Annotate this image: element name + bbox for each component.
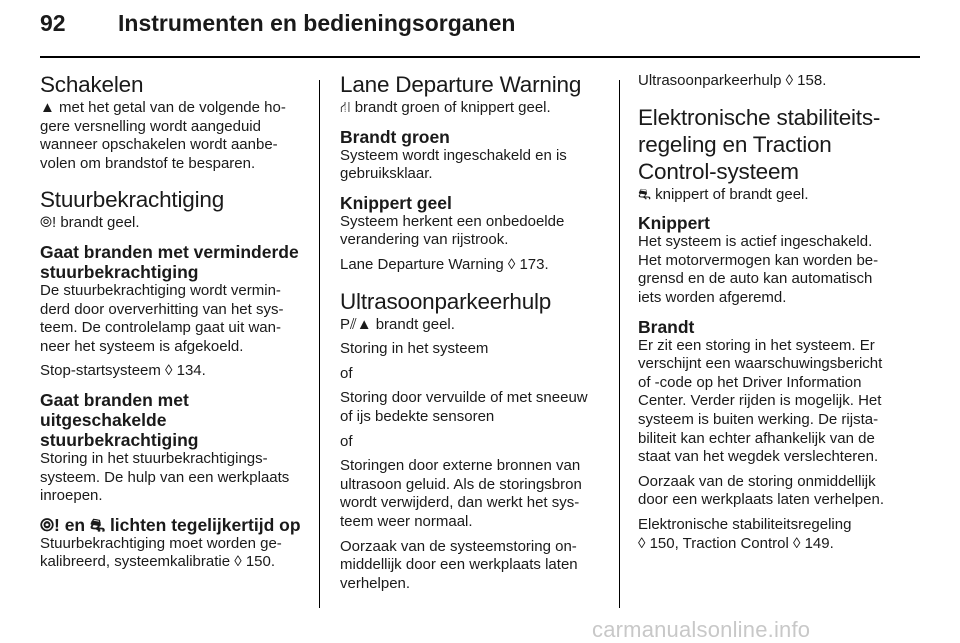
subheading-line: Gaat branden met: [40, 389, 189, 410]
subheading-line: stuurbekrachtiging: [40, 261, 199, 282]
text-line: ⦾! brandt geel.: [40, 214, 140, 232]
page-number: 92: [40, 10, 66, 36]
page-header: [40, 10, 920, 50]
text-line: gere versnelling wordt aangeduid: [40, 117, 261, 135]
text-line: ⛙ brandt groen of knippert geel.: [340, 99, 551, 116]
text-line: inroepen.: [40, 487, 103, 505]
text-line: middellijk door een werkplaats laten: [340, 556, 578, 574]
text-line: Stuurbekrachtiging moet worden ge-: [40, 534, 282, 552]
column-divider: [619, 80, 620, 608]
text-line: Oorzaak van de storing onmiddellijk: [638, 472, 876, 490]
text-line: Het motorvermogen kan worden be-: [638, 251, 879, 269]
cross-reference: Lane Departure Warning ◊ 173.: [340, 255, 549, 273]
subheading-line: stuurbekrachtiging: [40, 429, 199, 450]
column-left: [40, 72, 302, 572]
text-line: gebruiksklaar.: [340, 165, 433, 183]
text-line: teem. De controlelamp gaat uit wan-: [40, 319, 281, 337]
cross-reference: Ultrasoonparkeerhulp ◊ 158.: [638, 72, 827, 89]
section-heading-schakelen: Schakelen: [40, 72, 144, 97]
text-line: staat van het wegdek verslechteren.: [638, 448, 879, 466]
section-heading-stuurbekrachtiging: Stuurbekrachtiging: [40, 187, 225, 213]
text-line: of ijs bedekte sensoren: [340, 407, 495, 425]
text-line: neer het systeem is afgekoeld.: [40, 337, 244, 355]
subheading-line: Gaat branden met verminderde: [40, 241, 299, 262]
text-line: Systeem wordt ingeschakeld en is: [340, 146, 567, 164]
cross-reference: Stop-startsysteem ◊ 134.: [40, 362, 206, 380]
text-line: volen om brandstof te besparen.: [40, 154, 256, 172]
text-line: systeem is buiten werking. De rijsta-: [638, 410, 879, 428]
text-line: kalibreerd, systeemkalibratie ◊ 150.: [40, 553, 276, 571]
column-divider: [319, 80, 320, 608]
section-heading-esp-line: regeling en Traction: [638, 131, 832, 157]
text-line: iets worden afgeremd.: [638, 288, 787, 306]
text-line: teem weer normaal.: [340, 512, 473, 530]
column-right: [638, 72, 904, 553]
cross-reference: ◊ 150, Traction Control ◊ 149.: [638, 534, 834, 552]
header-rule: [40, 56, 920, 58]
column-middle: [340, 72, 604, 593]
text-line: door een werkplaats laten verhelpen.: [638, 491, 884, 509]
text-line: verschijnt een waarschuwingsbericht: [638, 355, 883, 373]
running-title: Instrumenten en bedieningsorganen: [118, 10, 516, 36]
text-line: of: [340, 432, 353, 450]
text-line: wordt verwijderd, dan werkt het sys-: [340, 494, 580, 512]
text-line: Er zit een storing in het systeem. Er: [638, 336, 875, 354]
subheading-line: Knippert geel: [340, 192, 452, 213]
subheading-line: ⦾! en ⛐ lichten tegelijkertijd op: [40, 514, 301, 535]
section-heading-lane-departure: Lane Departure Warning: [340, 72, 582, 97]
text-line: ultrasoon geluid. Als de storingsbron: [340, 475, 582, 493]
text-line: Systeem herkent een onbedoelde: [340, 212, 565, 230]
text-line: ▲ met het getal van de volgende ho-: [40, 99, 286, 116]
text-line: P⫽▲ brandt geel.: [340, 315, 455, 333]
subheading-line: Brandt groen: [340, 126, 450, 147]
text-line: verhelpen.: [340, 574, 411, 592]
section-heading-esp-line: Elektronische stabiliteits-: [638, 104, 881, 130]
text-line: Storing in het stuurbekrachtigings-: [40, 449, 268, 467]
text-line: Elektronische stabiliteitsregeling: [638, 515, 852, 533]
text-line: Storing in het systeem: [340, 340, 489, 358]
text-line: derd door oververhitting van het sys-: [40, 300, 284, 318]
text-line: wanneer opschakelen wordt aanbe-: [40, 136, 278, 154]
text-line: biliteit kan echter afhankelijk van de: [638, 429, 875, 447]
text-line: Storing door vervuilde of met sneeuw: [340, 389, 588, 407]
watermark: carmanualsonline.info: [592, 617, 811, 642]
text-line: Center. Verder rijden is mogelijk. Het: [638, 392, 882, 410]
subheading-line: Knippert: [638, 213, 710, 234]
section-heading-esp-line: Control-systeem: [638, 158, 799, 184]
text-line: Storingen door externe bronnen van: [340, 457, 581, 475]
text-line: Oorzaak van de systeemstoring on-: [340, 537, 577, 555]
text-line: systeem. De hulp van een werkplaats: [40, 468, 290, 486]
section-heading-ultrasoon: Ultrasoonparkeerhulp: [340, 288, 552, 314]
subheading-line: uitgeschakelde: [40, 409, 167, 430]
subheading-line: Brandt: [638, 316, 695, 337]
text-line: verandering van rijstrook.: [340, 231, 509, 249]
text-line: ⛐ knippert of brandt geel.: [638, 185, 809, 203]
text-line: of -code op het Driver Information: [638, 373, 862, 391]
text-line: De stuurbekrachtiging wordt vermin-: [40, 281, 281, 299]
text-line: grensd en de auto kan automatisch: [638, 270, 873, 288]
text-line: of: [340, 364, 353, 382]
text-line: Het systeem is actief ingeschakeld.: [638, 233, 873, 251]
